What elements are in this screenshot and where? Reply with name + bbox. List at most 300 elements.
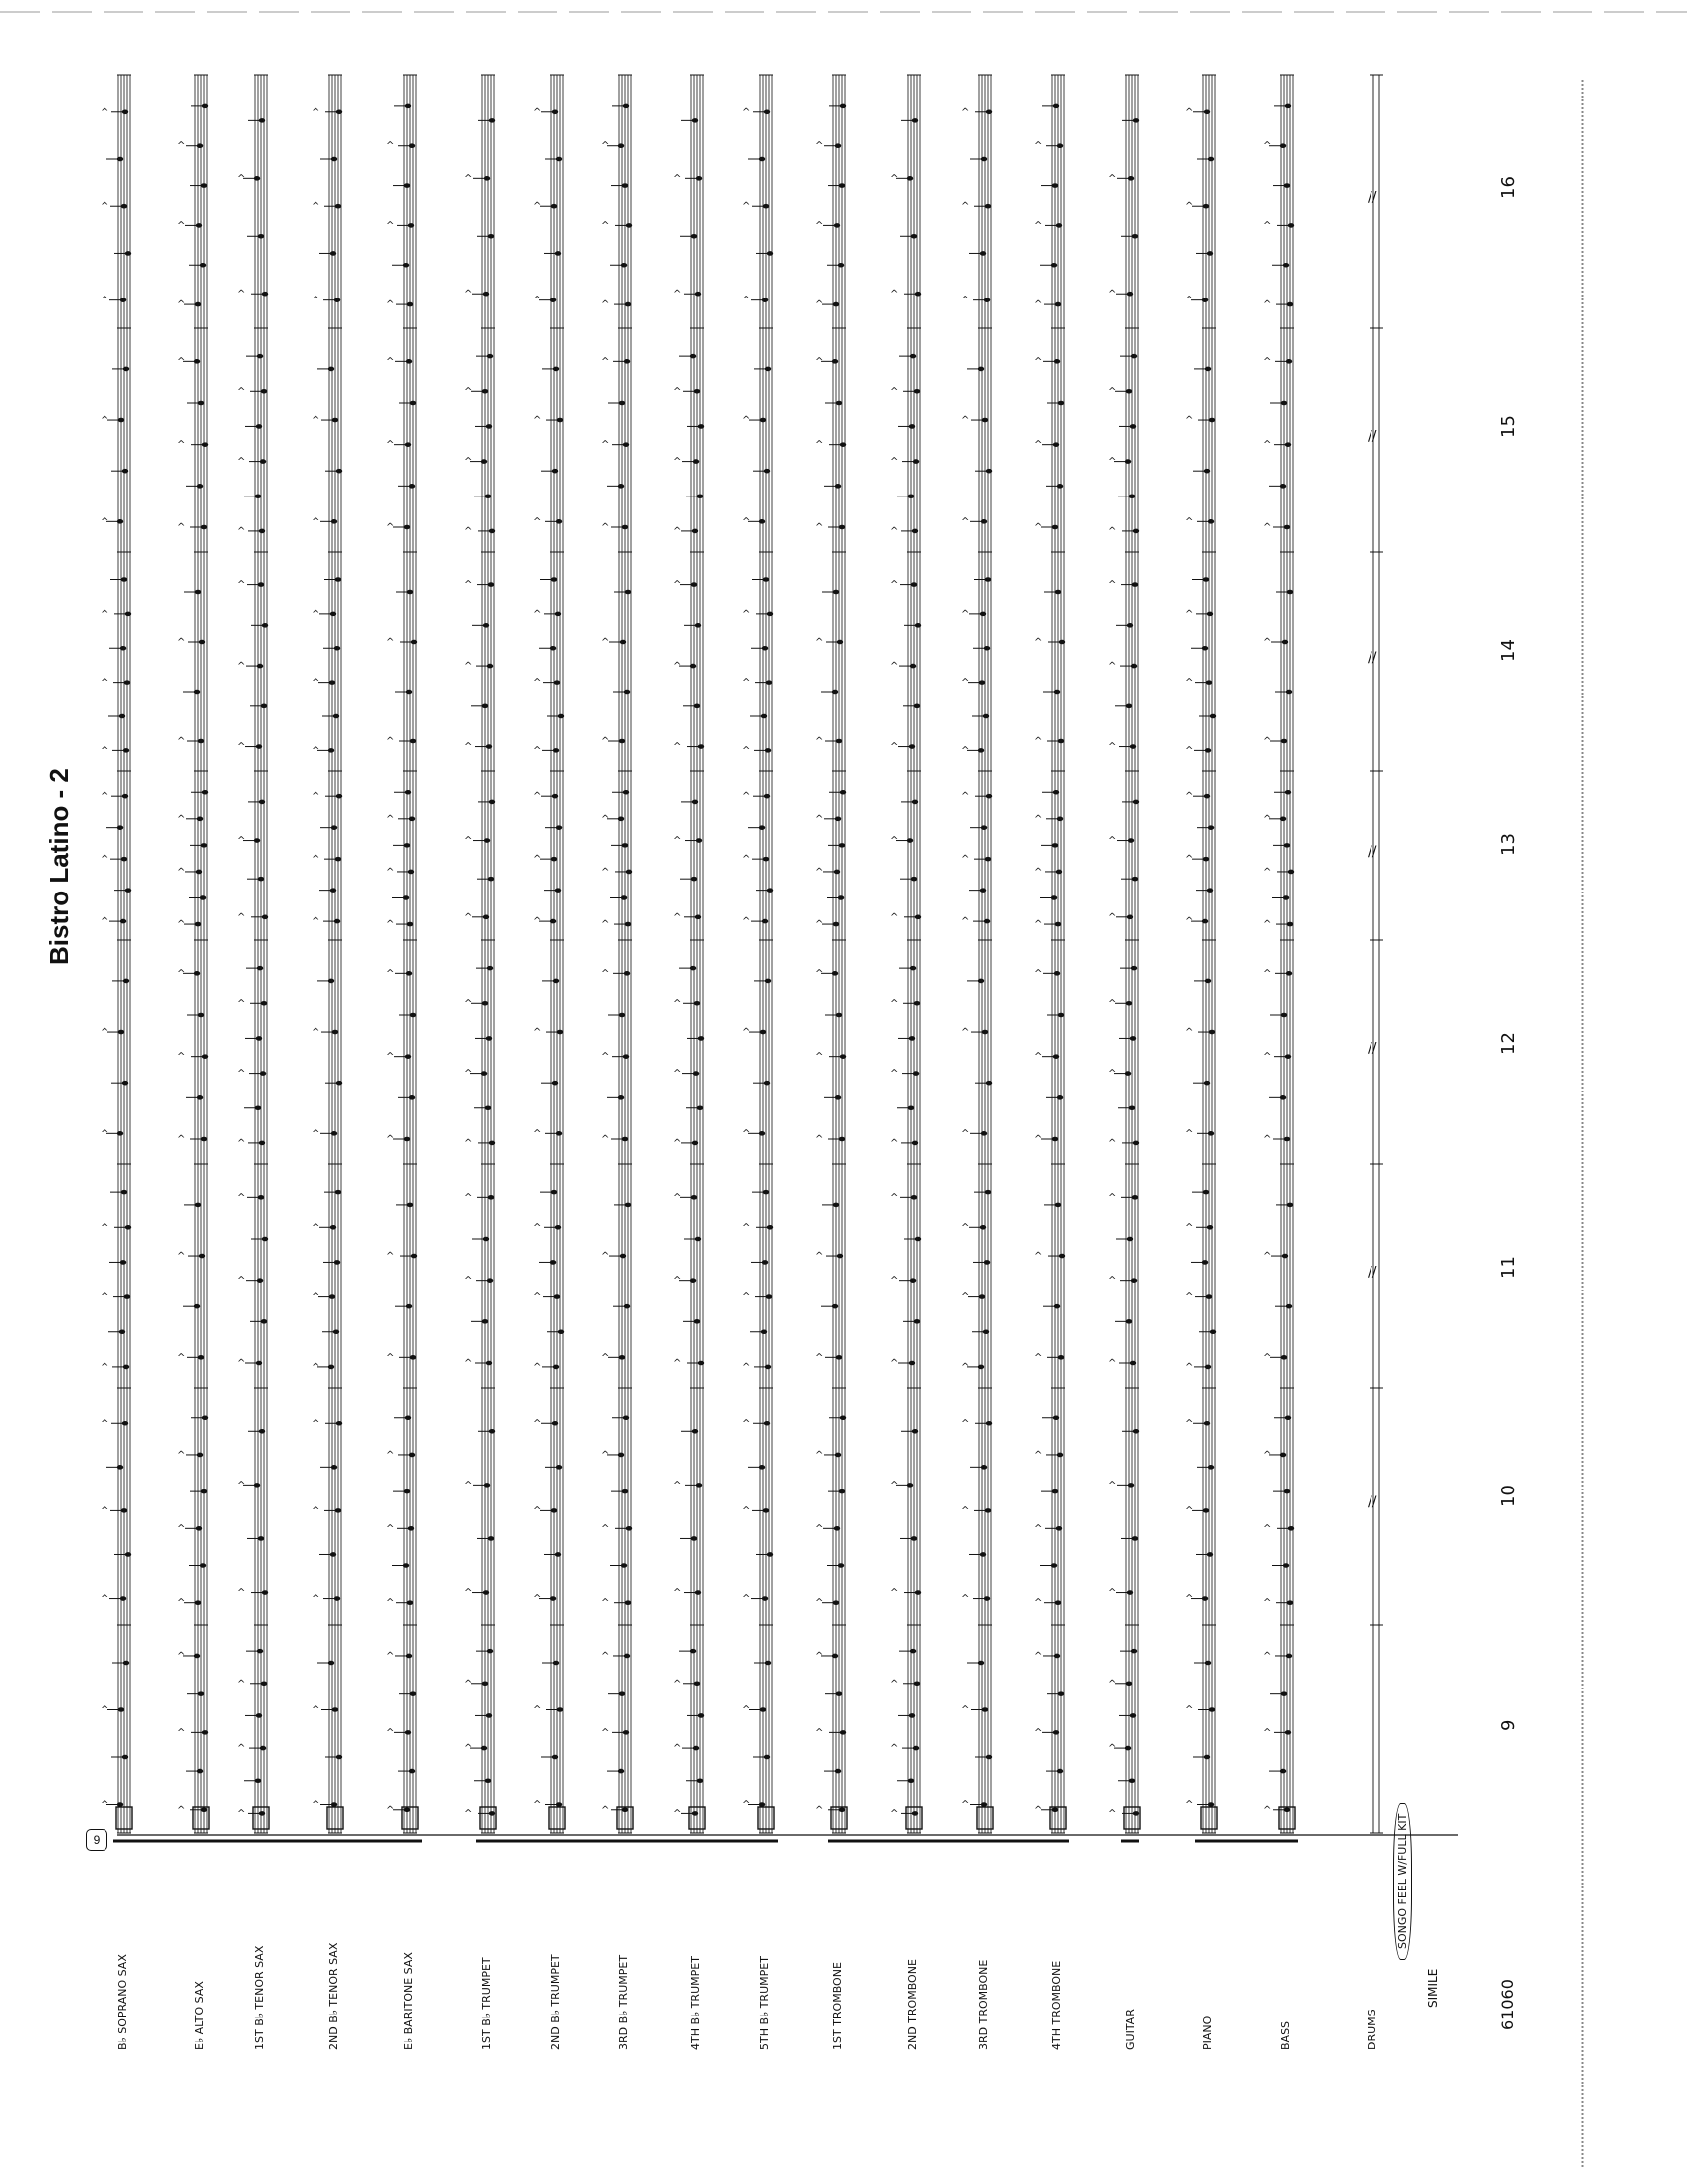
accent-mark: ^ xyxy=(1034,1449,1043,1461)
accent-mark: ^ xyxy=(177,522,186,533)
accent-mark: ^ xyxy=(601,1597,610,1609)
accent-mark: ^ xyxy=(464,998,473,1010)
accent-mark: ^ xyxy=(815,1352,824,1364)
accent-mark: ^ xyxy=(1034,1352,1043,1364)
accent-mark: ^ xyxy=(177,1727,186,1739)
accent-mark: ^ xyxy=(1034,736,1043,747)
accent-mark: ^ xyxy=(1034,1650,1043,1662)
accent-mark: ^ xyxy=(1034,637,1043,648)
measure-number: 9 xyxy=(1498,1719,1519,1731)
accent-mark: ^ xyxy=(464,1480,473,1491)
accent-mark: ^ xyxy=(1263,1051,1272,1063)
instrument-label: 1ST TROMBONE xyxy=(831,1962,844,2050)
instrument-label: 3RD TROMBONE xyxy=(977,1959,990,2050)
accent-mark: ^ xyxy=(673,1192,682,1204)
accent-mark: ^ xyxy=(1263,866,1272,878)
accent-mark: ^ xyxy=(237,1192,246,1204)
accent-mark: ^ xyxy=(101,1799,109,1811)
accent-mark: ^ xyxy=(386,1449,395,1461)
accent-mark: ^ xyxy=(961,745,970,757)
accent-mark: ^ xyxy=(742,745,751,757)
accent-mark: ^ xyxy=(312,295,320,306)
instrument-label: 4TH B♭ TRUMPET xyxy=(689,1956,702,2050)
accent-mark: ^ xyxy=(1185,1027,1194,1039)
accent-mark: ^ xyxy=(815,866,824,878)
accent-mark: ^ xyxy=(1263,1650,1272,1662)
accent-mark: ^ xyxy=(742,1222,751,1234)
accent-mark: ^ xyxy=(386,522,395,533)
accent-mark: ^ xyxy=(601,813,610,825)
accent-mark: ^ xyxy=(742,1027,751,1039)
accent-mark: ^ xyxy=(890,1068,899,1080)
simile-slash: // xyxy=(1368,650,1377,666)
accent-mark: ^ xyxy=(1185,1291,1194,1303)
accent-mark: ^ xyxy=(673,1480,682,1491)
accent-mark: ^ xyxy=(464,911,473,923)
accent-mark: ^ xyxy=(673,1678,682,1689)
accent-mark: ^ xyxy=(601,866,610,878)
accent-mark: ^ xyxy=(237,835,246,847)
simile-slash: // xyxy=(1368,1494,1377,1510)
accent-mark: ^ xyxy=(533,1593,542,1605)
accent-mark: ^ xyxy=(533,201,542,213)
accent-mark: ^ xyxy=(312,1361,320,1373)
accent-mark: ^ xyxy=(815,439,824,451)
accent-mark: ^ xyxy=(177,140,186,152)
accent-mark: ^ xyxy=(1034,813,1043,825)
accent-mark: ^ xyxy=(386,1352,395,1364)
accent-mark: ^ xyxy=(101,745,109,757)
accent-mark: ^ xyxy=(101,1505,109,1517)
accent-mark: ^ xyxy=(101,1418,109,1430)
accent-mark: ^ xyxy=(237,1743,246,1755)
accent-mark: ^ xyxy=(1185,745,1194,757)
accent-mark: ^ xyxy=(533,516,542,528)
accent-mark: ^ xyxy=(1263,919,1272,931)
accent-mark: ^ xyxy=(312,745,320,757)
accent-mark: ^ xyxy=(1263,1134,1272,1145)
accent-mark: ^ xyxy=(237,741,246,753)
accent-mark: ^ xyxy=(533,1222,542,1234)
accent-mark: ^ xyxy=(386,356,395,368)
accent-mark: ^ xyxy=(464,289,473,300)
accent-mark: ^ xyxy=(601,522,610,533)
accent-mark: ^ xyxy=(177,220,186,232)
accent-mark: ^ xyxy=(1108,1743,1117,1755)
accent-mark: ^ xyxy=(386,140,395,152)
accent-mark: ^ xyxy=(464,741,473,753)
accent-mark: ^ xyxy=(742,1418,751,1430)
accent-mark: ^ xyxy=(673,835,682,847)
accent-mark: ^ xyxy=(533,677,542,689)
accent-mark: ^ xyxy=(312,1505,320,1517)
accent-mark: ^ xyxy=(464,1068,473,1080)
accent-mark: ^ xyxy=(533,1291,542,1303)
accent-mark: ^ xyxy=(815,1650,824,1662)
accent-mark: ^ xyxy=(742,201,751,213)
accent-mark: ^ xyxy=(533,791,542,803)
accent-mark: ^ xyxy=(742,295,751,306)
accent-mark: ^ xyxy=(1263,1523,1272,1535)
simile-slash: // xyxy=(1368,1040,1377,1057)
accent-mark: ^ xyxy=(312,677,320,689)
accent-mark: ^ xyxy=(533,1505,542,1517)
accent-mark: ^ xyxy=(533,1128,542,1140)
accent-mark: ^ xyxy=(1185,608,1194,620)
accent-mark: ^ xyxy=(237,289,246,300)
accent-mark: ^ xyxy=(1263,1251,1272,1263)
accent-mark: ^ xyxy=(1185,791,1194,803)
accent-mark: ^ xyxy=(533,1704,542,1716)
accent-mark: ^ xyxy=(237,1358,246,1369)
accent-mark: ^ xyxy=(101,854,109,866)
accent-mark: ^ xyxy=(815,1804,824,1816)
accent-mark: ^ xyxy=(961,854,970,866)
accent-mark: ^ xyxy=(1263,1727,1272,1739)
accent-mark: ^ xyxy=(1108,1358,1117,1369)
accent-mark: ^ xyxy=(1263,522,1272,533)
accent-mark: ^ xyxy=(312,415,320,427)
accent-mark: ^ xyxy=(601,356,610,368)
accent-mark: ^ xyxy=(961,1222,970,1234)
accent-mark: ^ xyxy=(742,1593,751,1605)
accent-mark: ^ xyxy=(386,637,395,648)
accent-mark: ^ xyxy=(1108,1137,1117,1149)
accent-mark: ^ xyxy=(1108,579,1117,591)
accent-mark: ^ xyxy=(1185,1704,1194,1716)
accent-mark: ^ xyxy=(1263,356,1272,368)
accent-mark: ^ xyxy=(673,911,682,923)
accent-mark: ^ xyxy=(533,1799,542,1811)
accent-mark: ^ xyxy=(464,1137,473,1149)
instrument-label: DRUMS xyxy=(1366,2009,1378,2050)
accent-mark: ^ xyxy=(177,1134,186,1145)
instrument-label: 2ND B♭ TENOR SAX xyxy=(327,1942,340,2050)
accent-mark: ^ xyxy=(177,299,186,311)
accent-mark: ^ xyxy=(815,1051,824,1063)
accent-mark: ^ xyxy=(961,791,970,803)
accent-mark: ^ xyxy=(1263,299,1272,311)
accent-mark: ^ xyxy=(961,415,970,427)
accent-mark: ^ xyxy=(1185,1593,1194,1605)
accent-mark: ^ xyxy=(464,1587,473,1599)
accent-mark: ^ xyxy=(177,919,186,931)
accent-mark: ^ xyxy=(386,866,395,878)
accent-mark: ^ xyxy=(312,608,320,620)
accent-mark: ^ xyxy=(815,1523,824,1535)
accent-mark: ^ xyxy=(815,220,824,232)
accent-mark: ^ xyxy=(101,1361,109,1373)
accent-mark: ^ xyxy=(237,173,246,185)
accent-mark: ^ xyxy=(601,1650,610,1662)
accent-mark: ^ xyxy=(742,677,751,689)
accent-mark: ^ xyxy=(533,745,542,757)
accent-mark: ^ xyxy=(961,677,970,689)
accent-mark: ^ xyxy=(1108,661,1117,673)
accent-mark: ^ xyxy=(601,1523,610,1535)
accent-mark: ^ xyxy=(312,791,320,803)
accent-mark: ^ xyxy=(312,106,320,118)
accent-mark: ^ xyxy=(1108,1678,1117,1689)
rehearsal-mark: 9 xyxy=(86,1829,107,1851)
accent-mark: ^ xyxy=(673,1743,682,1755)
accent-mark: ^ xyxy=(177,1051,186,1063)
accent-mark: ^ xyxy=(386,919,395,931)
songo-feel-instruction: SONGO FEEL W/FULL KIT xyxy=(1393,1803,1412,1960)
accent-mark: ^ xyxy=(890,1587,899,1599)
accent-mark: ^ xyxy=(1034,1804,1043,1816)
accent-mark: ^ xyxy=(1185,1222,1194,1234)
accent-mark: ^ xyxy=(101,106,109,118)
accent-mark: ^ xyxy=(961,1799,970,1811)
accent-mark: ^ xyxy=(386,968,395,980)
accent-mark: ^ xyxy=(1263,1597,1272,1609)
accent-mark: ^ xyxy=(601,1727,610,1739)
accent-mark: ^ xyxy=(1185,516,1194,528)
accent-mark: ^ xyxy=(464,1275,473,1287)
accent-mark: ^ xyxy=(1185,854,1194,866)
accent-mark: ^ xyxy=(1185,677,1194,689)
accent-mark: ^ xyxy=(1108,911,1117,923)
accent-mark: ^ xyxy=(312,1593,320,1605)
accent-mark: ^ xyxy=(961,1291,970,1303)
accent-mark: ^ xyxy=(601,919,610,931)
accent-mark: ^ xyxy=(815,299,824,311)
accent-mark: ^ xyxy=(1185,1505,1194,1517)
accent-mark: ^ xyxy=(464,579,473,591)
accent-mark: ^ xyxy=(312,1418,320,1430)
accent-mark: ^ xyxy=(601,637,610,648)
accent-mark: ^ xyxy=(1108,741,1117,753)
accent-mark: ^ xyxy=(464,661,473,673)
accent-mark: ^ xyxy=(673,1808,682,1820)
accent-mark: ^ xyxy=(533,1027,542,1039)
accent-mark: ^ xyxy=(673,456,682,468)
accent-mark: ^ xyxy=(177,356,186,368)
accent-mark: ^ xyxy=(815,1251,824,1263)
accent-mark: ^ xyxy=(601,1251,610,1263)
instrument-label: E♭ BARITONE SAX xyxy=(402,1952,415,2050)
accent-mark: ^ xyxy=(1263,140,1272,152)
accent-mark: ^ xyxy=(890,1192,899,1204)
accent-mark: ^ xyxy=(890,1808,899,1820)
accent-mark: ^ xyxy=(386,220,395,232)
measure-number: 10 xyxy=(1498,1485,1519,1507)
accent-mark: ^ xyxy=(742,916,751,928)
accent-mark: ^ xyxy=(1263,1804,1272,1816)
measure-number: 11 xyxy=(1498,1256,1519,1279)
accent-mark: ^ xyxy=(177,968,186,980)
accent-mark: ^ xyxy=(464,1678,473,1689)
accent-mark: ^ xyxy=(101,916,109,928)
accent-mark: ^ xyxy=(1034,220,1043,232)
accent-mark: ^ xyxy=(1185,1128,1194,1140)
catalog-number: 61060 xyxy=(1498,1979,1517,2030)
accent-mark: ^ xyxy=(961,1418,970,1430)
accent-mark: ^ xyxy=(312,1128,320,1140)
instrument-label: B♭ SOPRANO SAX xyxy=(116,1954,129,2050)
accent-mark: ^ xyxy=(961,1505,970,1517)
accent-mark: ^ xyxy=(533,106,542,118)
accent-mark: ^ xyxy=(1034,1051,1043,1063)
accent-mark: ^ xyxy=(1263,439,1272,451)
accent-mark: ^ xyxy=(237,456,246,468)
accent-mark: ^ xyxy=(312,201,320,213)
accent-mark: ^ xyxy=(237,1137,246,1149)
accent-mark: ^ xyxy=(1263,220,1272,232)
accent-mark: ^ xyxy=(312,916,320,928)
accent-mark: ^ xyxy=(673,741,682,753)
accent-mark: ^ xyxy=(312,1799,320,1811)
instrument-label: E♭ ALTO SAX xyxy=(193,1981,206,2050)
accent-mark: ^ xyxy=(237,1678,246,1689)
accent-mark: ^ xyxy=(464,1808,473,1820)
accent-mark: ^ xyxy=(177,637,186,648)
accent-mark: ^ xyxy=(890,173,899,185)
measure-number: 16 xyxy=(1498,176,1519,199)
accent-mark: ^ xyxy=(601,1352,610,1364)
instrument-label: BASS xyxy=(1279,2020,1292,2050)
accent-mark: ^ xyxy=(742,1291,751,1303)
accent-mark: ^ xyxy=(1034,1523,1043,1535)
accent-mark: ^ xyxy=(464,1743,473,1755)
accent-mark: ^ xyxy=(601,439,610,451)
accent-mark: ^ xyxy=(961,1128,970,1140)
accent-mark: ^ xyxy=(312,1291,320,1303)
accent-mark: ^ xyxy=(1263,637,1272,648)
instrument-label: PIANO xyxy=(1201,2015,1214,2050)
accent-mark: ^ xyxy=(890,741,899,753)
accent-mark: ^ xyxy=(673,579,682,591)
accent-mark: ^ xyxy=(237,1480,246,1491)
accent-mark: ^ xyxy=(177,1251,186,1263)
accent-mark: ^ xyxy=(464,525,473,537)
accent-mark: ^ xyxy=(533,608,542,620)
accent-mark: ^ xyxy=(673,998,682,1010)
accent-mark: ^ xyxy=(1185,295,1194,306)
accent-mark: ^ xyxy=(1108,1587,1117,1599)
accent-mark: ^ xyxy=(1185,916,1194,928)
accent-mark: ^ xyxy=(601,140,610,152)
accent-mark: ^ xyxy=(1108,1480,1117,1491)
accent-mark: ^ xyxy=(1185,415,1194,427)
accent-mark: ^ xyxy=(890,525,899,537)
accent-mark: ^ xyxy=(601,1449,610,1461)
accent-mark: ^ xyxy=(464,835,473,847)
accent-mark: ^ xyxy=(101,1291,109,1303)
accent-mark: ^ xyxy=(890,1358,899,1369)
accent-mark: ^ xyxy=(101,677,109,689)
accent-mark: ^ xyxy=(101,1593,109,1605)
accent-mark: ^ xyxy=(237,579,246,591)
accent-mark: ^ xyxy=(237,525,246,537)
accent-mark: ^ xyxy=(890,1678,899,1689)
accent-mark: ^ xyxy=(961,295,970,306)
accent-mark: ^ xyxy=(312,854,320,866)
accent-mark: ^ xyxy=(1185,1361,1194,1373)
simile-slash: // xyxy=(1368,189,1377,206)
instrument-label: 1ST B♭ TENOR SAX xyxy=(253,1945,266,2050)
accent-mark: ^ xyxy=(815,1727,824,1739)
accent-mark: ^ xyxy=(1108,386,1117,398)
accent-mark: ^ xyxy=(890,386,899,398)
simile-slash: // xyxy=(1368,844,1377,860)
accent-mark: ^ xyxy=(1263,813,1272,825)
accent-mark: ^ xyxy=(1034,1727,1043,1739)
accent-mark: ^ xyxy=(742,106,751,118)
accent-mark: ^ xyxy=(961,1593,970,1605)
accent-mark: ^ xyxy=(533,295,542,306)
instrument-label: 3RD B♭ TRUMPET xyxy=(617,1954,630,2050)
page-title: Bistro Latino - 2 xyxy=(44,768,74,965)
accent-mark: ^ xyxy=(961,201,970,213)
accent-mark: ^ xyxy=(533,854,542,866)
measure-number: 12 xyxy=(1498,1032,1519,1055)
accent-mark: ^ xyxy=(533,415,542,427)
accent-mark: ^ xyxy=(1034,356,1043,368)
accent-mark: ^ xyxy=(177,439,186,451)
accent-mark: ^ xyxy=(1263,1449,1272,1461)
accent-mark: ^ xyxy=(101,608,109,620)
accent-mark: ^ xyxy=(673,661,682,673)
accent-mark: ^ xyxy=(1185,1418,1194,1430)
accent-mark: ^ xyxy=(464,1358,473,1369)
accent-mark: ^ xyxy=(890,1743,899,1755)
accent-mark: ^ xyxy=(177,866,186,878)
accent-mark: ^ xyxy=(601,1051,610,1063)
accent-mark: ^ xyxy=(101,295,109,306)
accent-mark: ^ xyxy=(464,1192,473,1204)
accent-mark: ^ xyxy=(101,201,109,213)
accent-mark: ^ xyxy=(237,386,246,398)
accent-mark: ^ xyxy=(961,106,970,118)
accent-mark: ^ xyxy=(1034,522,1043,533)
accent-mark: ^ xyxy=(961,608,970,620)
accent-mark: ^ xyxy=(673,173,682,185)
accent-mark: ^ xyxy=(386,1051,395,1063)
accent-mark: ^ xyxy=(1108,1192,1117,1204)
accent-mark: ^ xyxy=(177,1597,186,1609)
accent-mark: ^ xyxy=(237,1587,246,1599)
accent-mark: ^ xyxy=(815,919,824,931)
accent-mark: ^ xyxy=(1263,736,1272,747)
accent-mark: ^ xyxy=(1185,201,1194,213)
accent-mark: ^ xyxy=(386,1650,395,1662)
accent-mark: ^ xyxy=(177,1650,186,1662)
accent-mark: ^ xyxy=(601,1804,610,1816)
accent-mark: ^ xyxy=(815,1449,824,1461)
accent-mark: ^ xyxy=(312,1027,320,1039)
accent-mark: ^ xyxy=(533,916,542,928)
accent-mark: ^ xyxy=(742,1128,751,1140)
accent-mark: ^ xyxy=(815,356,824,368)
accent-mark: ^ xyxy=(237,998,246,1010)
simile-slash: // xyxy=(1368,1264,1377,1281)
accent-mark: ^ xyxy=(386,813,395,825)
accent-mark: ^ xyxy=(890,911,899,923)
accent-mark: ^ xyxy=(673,386,682,398)
accent-mark: ^ xyxy=(237,661,246,673)
accent-mark: ^ xyxy=(1034,140,1043,152)
accent-mark: ^ xyxy=(601,1134,610,1145)
accent-mark: ^ xyxy=(815,813,824,825)
instrument-label: 2ND TROMBONE xyxy=(906,1959,919,2050)
accent-mark: ^ xyxy=(237,1808,246,1820)
instrument-label: 5TH B♭ TRUMPET xyxy=(758,1956,771,2050)
accent-mark: ^ xyxy=(1185,1799,1194,1811)
accent-mark: ^ xyxy=(177,1523,186,1535)
accent-mark: ^ xyxy=(815,522,824,533)
